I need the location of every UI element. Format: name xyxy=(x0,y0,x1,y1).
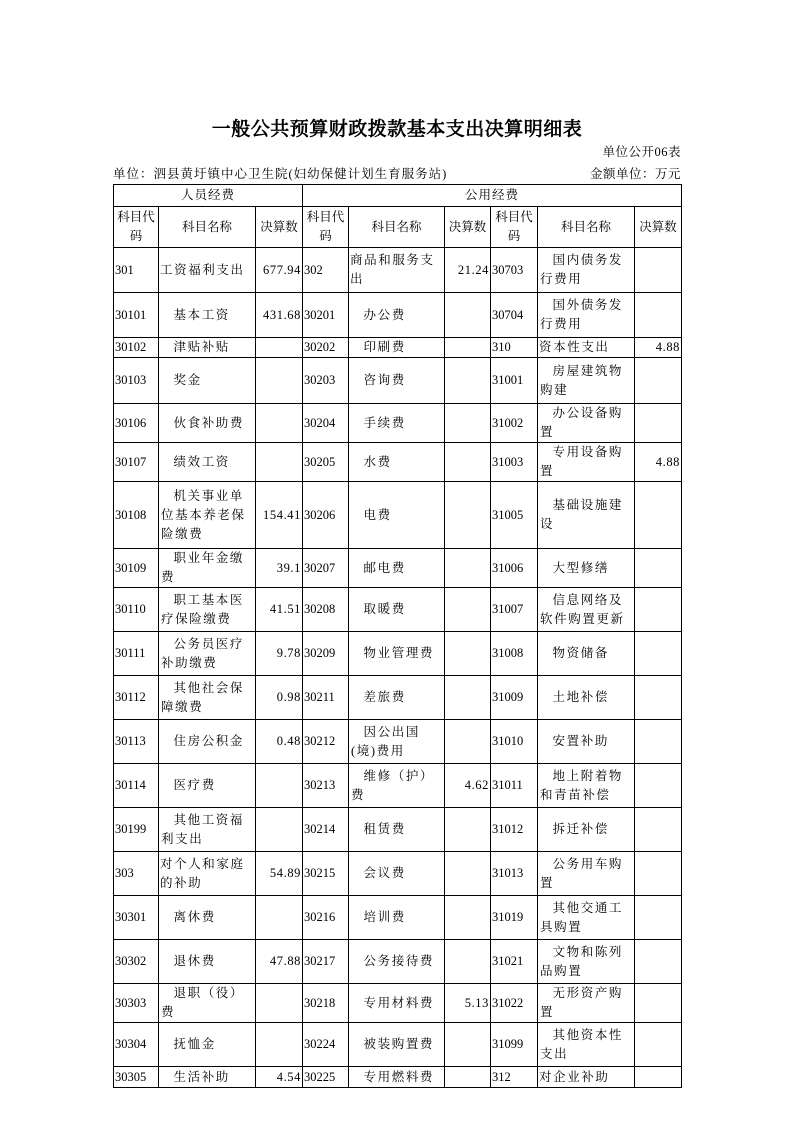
amount-cell: 9.78 xyxy=(256,632,303,676)
subject-code-cell: 30199 xyxy=(114,808,159,852)
subject-code-cell: 31009 xyxy=(491,676,538,720)
amount-cell xyxy=(445,852,491,896)
form-number: 单位公开06表 xyxy=(602,145,681,159)
subject-name-cell: 手续费 xyxy=(349,404,445,443)
amount-cell xyxy=(445,676,491,720)
amount-cell xyxy=(635,549,682,588)
subject-code-cell: 30213 xyxy=(303,764,349,808)
table-row xyxy=(114,940,682,984)
amount-cell xyxy=(635,293,682,338)
amount-cell: 4.62 xyxy=(445,764,491,808)
subject-name-cell: 绩效工资 xyxy=(159,443,256,482)
subject-code-cell: 30216 xyxy=(303,896,349,940)
subject-code-cell: 30103 xyxy=(114,358,159,404)
subject-code-cell: 31011 xyxy=(491,764,538,808)
amount-cell xyxy=(445,443,491,482)
subject-code-cell: 31021 xyxy=(491,940,538,984)
amount-cell xyxy=(635,852,682,896)
subject-name-cell: 房屋建筑物购建 xyxy=(538,358,635,404)
subject-name-cell: 土地补偿 xyxy=(538,676,635,720)
table-row xyxy=(114,852,682,896)
amount-cell: 0.98 xyxy=(256,676,303,720)
subject-code-cell: 30225 xyxy=(303,1067,349,1088)
table-row xyxy=(114,1023,682,1067)
amount-column-header: 决算数 xyxy=(445,207,491,248)
subject-name-cell: 专用设备购置 xyxy=(538,443,635,482)
subject-name-cell: 退休费 xyxy=(159,940,256,984)
subject-code-cell: 30106 xyxy=(114,404,159,443)
subject-code-cell: 303 xyxy=(114,852,159,896)
amount-cell: 21.24 xyxy=(445,248,491,293)
amount-cell xyxy=(256,358,303,404)
amount-cell xyxy=(635,720,682,764)
subject-code-cell: 30704 xyxy=(491,293,538,338)
subject-name-cell: 其他交通工具购置 xyxy=(538,896,635,940)
subject-code-cell: 30206 xyxy=(303,482,349,549)
subject-name-cell: 基本工资 xyxy=(159,293,256,338)
subject-name-cell: 工资福利支出 xyxy=(159,248,256,293)
subject-name-cell: 文物和陈列品购置 xyxy=(538,940,635,984)
name-column-header: 科目名称 xyxy=(159,207,256,248)
subject-code-cell: 30304 xyxy=(114,1023,159,1067)
page-title: 一般公共预算财政拨款基本支出决算明细表 xyxy=(211,119,583,140)
amount-cell xyxy=(445,720,491,764)
amount-cell xyxy=(445,549,491,588)
reporting-unit: 单位：泗县黄圩镇中心卫生院(妇幼保健计划生育服务站) xyxy=(113,167,448,181)
personnel-expense-header: 人员经费 xyxy=(114,185,303,207)
subject-code-cell: 30302 xyxy=(114,940,159,984)
subject-name-cell: 信息网络及软件购置更新 xyxy=(538,588,635,632)
subject-name-cell: 办公设备购置 xyxy=(538,404,635,443)
subject-name-cell: 无形资产购置 xyxy=(538,984,635,1023)
amount-cell xyxy=(445,293,491,338)
amount-cell: 54.89 xyxy=(256,852,303,896)
table-row xyxy=(114,338,682,358)
amount-cell xyxy=(256,338,303,358)
subject-code-cell: 31007 xyxy=(491,588,538,632)
subject-name-cell: 水费 xyxy=(349,443,445,482)
subject-code-cell: 30107 xyxy=(114,443,159,482)
group-header-row xyxy=(114,185,682,207)
subject-name-cell: 培训费 xyxy=(349,896,445,940)
subject-name-cell: 专用燃料费 xyxy=(349,1067,445,1088)
subject-code-cell: 30703 xyxy=(491,248,538,293)
subject-code-cell: 31002 xyxy=(491,404,538,443)
subject-code-cell: 30101 xyxy=(114,293,159,338)
subject-name-cell: 物资储备 xyxy=(538,632,635,676)
amount-column-header: 决算数 xyxy=(256,207,303,248)
subject-name-cell: 对企业补助 xyxy=(538,1067,635,1088)
table-row xyxy=(114,808,682,852)
amount-cell: 4.54 xyxy=(256,1067,303,1088)
amount-cell xyxy=(445,808,491,852)
subject-code-cell: 301 xyxy=(114,248,159,293)
subject-name-cell: 咨询费 xyxy=(349,358,445,404)
subject-name-cell: 办公费 xyxy=(349,293,445,338)
amount-cell xyxy=(256,764,303,808)
amount-cell: 39.1 xyxy=(256,549,303,588)
subject-name-cell: 公务用车购置 xyxy=(538,852,635,896)
subject-name-cell: 其他工资福利支出 xyxy=(159,808,256,852)
amount-cell xyxy=(635,808,682,852)
subject-name-cell: 专用材料费 xyxy=(349,984,445,1023)
amount-cell: 4.88 xyxy=(635,338,682,358)
subject-name-cell: 抚恤金 xyxy=(159,1023,256,1067)
amount-cell xyxy=(635,1067,682,1088)
subject-name-cell: 公务员医疗补助缴费 xyxy=(159,632,256,676)
subject-name-cell: 公务接待费 xyxy=(349,940,445,984)
subject-name-cell: 拆迁补偿 xyxy=(538,808,635,852)
subject-code-cell: 31099 xyxy=(491,1023,538,1067)
amount-cell: 431.68 xyxy=(256,293,303,338)
subject-name-cell: 资本性支出 xyxy=(538,338,635,358)
table-row xyxy=(114,720,682,764)
subject-name-cell: 职工基本医疗保险缴费 xyxy=(159,588,256,632)
amount-cell xyxy=(445,632,491,676)
amount-cell xyxy=(635,1023,682,1067)
amount-cell: 5.13 xyxy=(445,984,491,1023)
subject-name-cell: 住房公积金 xyxy=(159,720,256,764)
subject-name-cell: 离休费 xyxy=(159,896,256,940)
amount-unit: 金额单位：万元 xyxy=(589,167,681,181)
table-row xyxy=(114,482,682,549)
amount-cell xyxy=(635,404,682,443)
amount-cell: 4.88 xyxy=(635,443,682,482)
subject-name-cell: 职业年金缴费 xyxy=(159,549,256,588)
subject-code-cell: 30204 xyxy=(303,404,349,443)
subject-code-cell: 31005 xyxy=(491,482,538,549)
subject-code-cell: 30208 xyxy=(303,588,349,632)
table-row xyxy=(114,358,682,404)
subject-code-cell: 30111 xyxy=(114,632,159,676)
subject-name-cell: 其他社会保障缴费 xyxy=(159,676,256,720)
subject-code-cell: 30214 xyxy=(303,808,349,852)
amount-cell xyxy=(256,984,303,1023)
subject-code-cell: 31006 xyxy=(491,549,538,588)
amount-cell xyxy=(635,676,682,720)
amount-cell xyxy=(635,482,682,549)
subject-name-cell: 生活补助 xyxy=(159,1067,256,1088)
subject-name-cell: 其他资本性支出 xyxy=(538,1023,635,1067)
subject-code-cell: 30218 xyxy=(303,984,349,1023)
subject-code-cell: 30205 xyxy=(303,443,349,482)
table-row xyxy=(114,896,682,940)
code-column-header: 科目代码 xyxy=(303,207,349,248)
subject-name-cell: 被装购置费 xyxy=(349,1023,445,1067)
amount-cell xyxy=(256,443,303,482)
subject-code-cell: 30211 xyxy=(303,676,349,720)
table-row xyxy=(114,443,682,482)
subject-code-cell: 31001 xyxy=(491,358,538,404)
name-column-header: 科目名称 xyxy=(538,207,635,248)
amount-cell: 41.51 xyxy=(256,588,303,632)
table-body xyxy=(114,248,682,1088)
amount-cell xyxy=(445,358,491,404)
subject-code-cell: 30110 xyxy=(114,588,159,632)
amount-cell xyxy=(445,1023,491,1067)
amount-cell xyxy=(635,632,682,676)
table-row xyxy=(114,248,682,293)
subject-name-cell: 基础设施建设 xyxy=(538,482,635,549)
subject-name-cell: 地上附着物和青苗补偿 xyxy=(538,764,635,808)
subject-code-cell: 30202 xyxy=(303,338,349,358)
table-row xyxy=(114,764,682,808)
amount-cell xyxy=(445,1067,491,1088)
amount-cell xyxy=(635,984,682,1023)
amount-cell xyxy=(445,404,491,443)
amount-cell xyxy=(256,808,303,852)
subject-name-cell: 津贴补贴 xyxy=(159,338,256,358)
subject-code-cell: 30113 xyxy=(114,720,159,764)
amount-cell: 154.41 xyxy=(256,482,303,549)
subject-name-cell: 伙食补助费 xyxy=(159,404,256,443)
amount-cell xyxy=(445,338,491,358)
subject-code-cell: 302 xyxy=(303,248,349,293)
subject-code-cell: 30102 xyxy=(114,338,159,358)
subject-name-cell: 安置补助 xyxy=(538,720,635,764)
amount-cell: 677.94 xyxy=(256,248,303,293)
table-row xyxy=(114,632,682,676)
subject-code-cell: 30201 xyxy=(303,293,349,338)
amount-cell xyxy=(256,404,303,443)
subject-code-cell: 30224 xyxy=(303,1023,349,1067)
public-expense-header: 公用经费 xyxy=(303,185,682,207)
amount-cell xyxy=(256,896,303,940)
subject-code-cell: 30109 xyxy=(114,549,159,588)
table-row xyxy=(114,588,682,632)
subject-code-cell: 30303 xyxy=(114,984,159,1023)
column-header-row xyxy=(114,207,682,248)
subject-code-cell: 30209 xyxy=(303,632,349,676)
amount-cell xyxy=(445,940,491,984)
subject-code-cell: 30215 xyxy=(303,852,349,896)
subject-name-cell: 邮电费 xyxy=(349,549,445,588)
subject-name-cell: 电费 xyxy=(349,482,445,549)
table-row xyxy=(114,293,682,338)
subject-name-cell: 会议费 xyxy=(349,852,445,896)
subject-name-cell: 奖金 xyxy=(159,358,256,404)
code-column-header: 科目代码 xyxy=(114,207,159,248)
subject-code-cell: 31022 xyxy=(491,984,538,1023)
subject-name-cell: 租赁费 xyxy=(349,808,445,852)
subject-code-cell: 30108 xyxy=(114,482,159,549)
subject-name-cell: 机关事业单位基本养老保险缴费 xyxy=(159,482,256,549)
amount-cell xyxy=(635,588,682,632)
subject-name-cell: 维修（护）费 xyxy=(349,764,445,808)
subject-code-cell: 31019 xyxy=(491,896,538,940)
budget-detail-table xyxy=(113,184,682,1088)
subject-code-cell: 30207 xyxy=(303,549,349,588)
subject-code-cell: 30203 xyxy=(303,358,349,404)
subject-code-cell: 31010 xyxy=(491,720,538,764)
amount-cell xyxy=(635,358,682,404)
subject-name-cell: 物业管理费 xyxy=(349,632,445,676)
table-row xyxy=(114,1067,682,1088)
subject-name-cell: 国内债务发行费用 xyxy=(538,248,635,293)
table-row xyxy=(114,549,682,588)
subject-code-cell: 310 xyxy=(491,338,538,358)
code-column-header: 科目代码 xyxy=(491,207,538,248)
amount-cell xyxy=(445,588,491,632)
subject-code-cell: 31008 xyxy=(491,632,538,676)
subject-name-cell: 对个人和家庭的补助 xyxy=(159,852,256,896)
subject-name-cell: 退职（役）费 xyxy=(159,984,256,1023)
subject-code-cell: 30114 xyxy=(114,764,159,808)
subject-code-cell: 30112 xyxy=(114,676,159,720)
table-row xyxy=(114,676,682,720)
amount-cell xyxy=(635,940,682,984)
amount-cell xyxy=(635,896,682,940)
subject-code-cell: 30305 xyxy=(114,1067,159,1088)
name-column-header: 科目名称 xyxy=(349,207,445,248)
subject-code-cell: 31003 xyxy=(491,443,538,482)
subject-code-cell: 30301 xyxy=(114,896,159,940)
amount-cell xyxy=(445,896,491,940)
amount-column-header: 决算数 xyxy=(635,207,682,248)
table-row xyxy=(114,984,682,1023)
subject-code-cell: 30217 xyxy=(303,940,349,984)
amount-cell: 0.48 xyxy=(256,720,303,764)
amount-cell xyxy=(256,1023,303,1067)
subject-code-cell: 31012 xyxy=(491,808,538,852)
amount-cell xyxy=(635,248,682,293)
amount-cell xyxy=(445,482,491,549)
subject-name-cell: 医疗费 xyxy=(159,764,256,808)
subject-code-cell: 312 xyxy=(491,1067,538,1088)
subject-name-cell: 因公出国(境)费用 xyxy=(349,720,445,764)
amount-cell xyxy=(635,764,682,808)
subject-name-cell: 商品和服务支出 xyxy=(349,248,445,293)
subject-name-cell: 大型修缮 xyxy=(538,549,635,588)
subject-code-cell: 31013 xyxy=(491,852,538,896)
subject-name-cell: 国外债务发行费用 xyxy=(538,293,635,338)
subject-code-cell: 30212 xyxy=(303,720,349,764)
table-row xyxy=(114,404,682,443)
subject-name-cell: 印刷费 xyxy=(349,338,445,358)
subject-name-cell: 差旅费 xyxy=(349,676,445,720)
amount-cell: 47.88 xyxy=(256,940,303,984)
subject-name-cell: 取暖费 xyxy=(349,588,445,632)
